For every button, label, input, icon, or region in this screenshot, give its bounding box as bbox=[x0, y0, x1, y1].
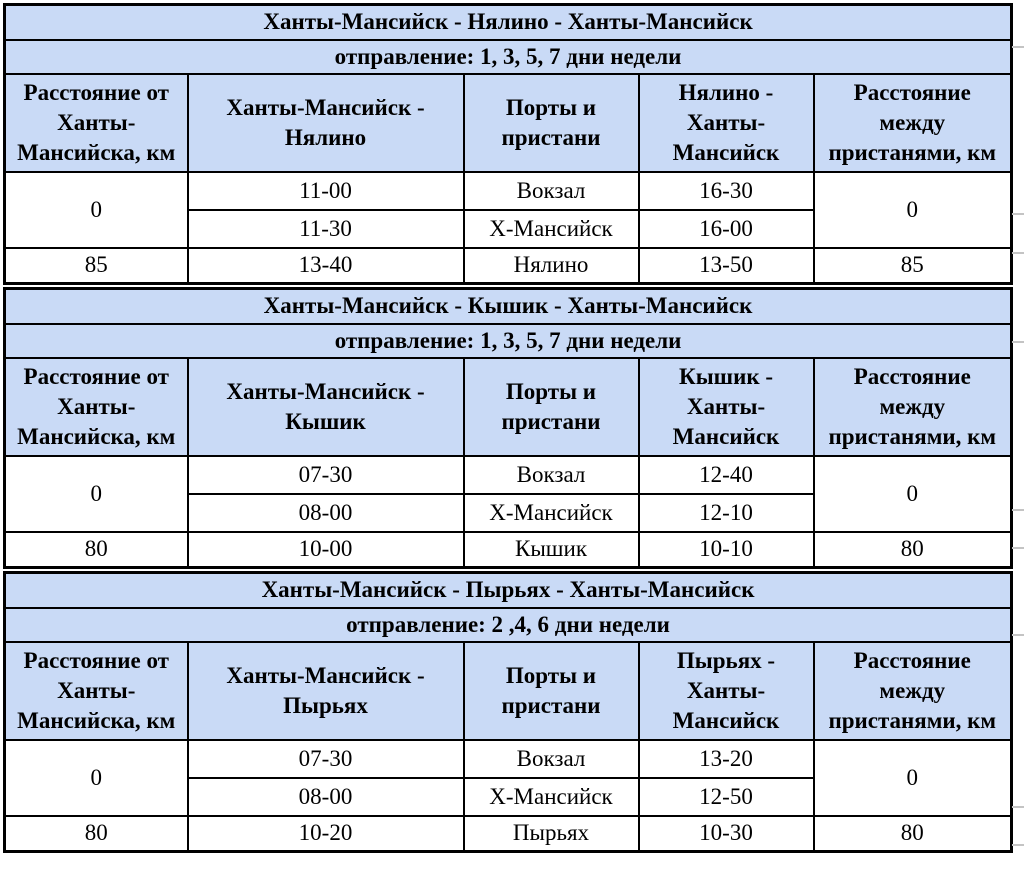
cell-port: Х-Мансийск bbox=[464, 494, 639, 532]
cell-return-time: 12-50 bbox=[639, 778, 814, 816]
cropped-column-border-line bbox=[1012, 252, 1024, 254]
cell-port: Пырьях bbox=[464, 816, 639, 852]
header-distance-from: Расстояние от Ханты-Мансийска, км bbox=[5, 358, 188, 456]
cell-return-time: 16-30 bbox=[639, 172, 814, 210]
table-row bbox=[5, 40, 1012, 74]
cell-distance-from: 85 bbox=[5, 248, 188, 284]
schedule-sheet bbox=[3, 3, 1013, 855]
cell-distance-from: 80 bbox=[5, 816, 188, 852]
cell-return-time: 10-10 bbox=[639, 532, 814, 568]
table-row bbox=[5, 573, 1012, 609]
cell-distance-from: 0 bbox=[5, 740, 188, 816]
cell-depart-time: 08-00 bbox=[188, 778, 464, 816]
header-outbound: Ханты-Мансийск - Кышик bbox=[188, 358, 464, 456]
cell-distance-from: 0 bbox=[5, 456, 188, 532]
cell-depart-time: 11-00 bbox=[188, 172, 464, 210]
header-distance-between: Расстояние между пристанями, км bbox=[814, 74, 1012, 172]
departure-days: отправление: 1, 3, 5, 7 дни недели bbox=[5, 40, 1012, 74]
header-ports: Порты и пристани bbox=[464, 358, 639, 456]
cell-depart-time: 13-40 bbox=[188, 248, 464, 284]
cropped-column-border-line bbox=[1012, 634, 1024, 636]
cell-return-time: 12-40 bbox=[639, 456, 814, 494]
schedule-table-nyalino bbox=[3, 3, 1013, 285]
cell-return-time: 12-10 bbox=[639, 494, 814, 532]
cell-distance-between: 80 bbox=[814, 816, 1012, 852]
table-row bbox=[5, 172, 1012, 210]
cell-depart-time: 07-30 bbox=[188, 740, 464, 778]
table-row bbox=[5, 74, 1012, 172]
cropped-column-border-line bbox=[1012, 844, 1024, 846]
route-title: Ханты-Мансийск - Нялино - Ханты-Мансийск bbox=[5, 5, 1012, 41]
cell-depart-time: 10-20 bbox=[188, 816, 464, 852]
cell-distance-from: 80 bbox=[5, 532, 188, 568]
cropped-column-border-line bbox=[1012, 509, 1024, 511]
cell-distance-between: 85 bbox=[814, 248, 1012, 284]
cropped-column-border-line bbox=[1012, 547, 1024, 549]
cell-depart-time: 11-30 bbox=[188, 210, 464, 248]
cell-depart-time: 08-00 bbox=[188, 494, 464, 532]
cell-distance-between: 0 bbox=[814, 456, 1012, 532]
cell-port: Вокзал bbox=[464, 740, 639, 778]
table-row bbox=[5, 816, 1012, 852]
cropped-column-border-line bbox=[1012, 46, 1024, 48]
cell-port: Вокзал bbox=[464, 456, 639, 494]
table-row bbox=[5, 289, 1012, 325]
departure-days: отправление: 2 ,4, 6 дни недели bbox=[5, 608, 1012, 642]
cell-depart-time: 10-00 bbox=[188, 532, 464, 568]
cell-return-time: 16-00 bbox=[639, 210, 814, 248]
cell-distance-between: 0 bbox=[814, 172, 1012, 248]
cell-port: Х-Мансийск bbox=[464, 778, 639, 816]
cell-distance-between: 0 bbox=[814, 740, 1012, 816]
header-distance-between: Расстояние между пристанями, км bbox=[814, 642, 1012, 740]
header-distance-between: Расстояние между пристанями, км bbox=[814, 358, 1012, 456]
cropped-column-border-line bbox=[1012, 213, 1024, 215]
cell-distance-from: 0 bbox=[5, 172, 188, 248]
header-ports: Порты и пристани bbox=[464, 642, 639, 740]
table-row bbox=[5, 5, 1012, 41]
header-outbound: Ханты-Мансийск - Пырьях bbox=[188, 642, 464, 740]
cell-port: Кышик bbox=[464, 532, 639, 568]
table-row bbox=[5, 642, 1012, 740]
cell-return-time: 13-50 bbox=[639, 248, 814, 284]
schedule-table-pyryakh bbox=[3, 571, 1013, 853]
cropped-column-border-line bbox=[1012, 806, 1024, 808]
header-return: Пырьях - Ханты-Мансийск bbox=[639, 642, 814, 740]
table-row bbox=[5, 608, 1012, 642]
header-return: Нялино - Ханты-Мансийск bbox=[639, 74, 814, 172]
route-title: Ханты-Мансийск - Пырьях - Ханты-Мансийск bbox=[5, 573, 1012, 609]
route-title: Ханты-Мансийск - Кышик - Ханты-Мансийск bbox=[5, 289, 1012, 325]
cell-distance-between: 80 bbox=[814, 532, 1012, 568]
cell-port: Вокзал bbox=[464, 172, 639, 210]
schedule-table-kyshik bbox=[3, 287, 1013, 569]
cell-port: Нялино bbox=[464, 248, 639, 284]
cell-return-time: 13-20 bbox=[639, 740, 814, 778]
table-row bbox=[5, 532, 1012, 568]
table-row bbox=[5, 324, 1012, 358]
table-row bbox=[5, 456, 1012, 494]
header-distance-from: Расстояние от Ханты-Мансийска, км bbox=[5, 74, 188, 172]
cell-depart-time: 07-30 bbox=[188, 456, 464, 494]
table-row bbox=[5, 740, 1012, 778]
table-row bbox=[5, 358, 1012, 456]
header-distance-from: Расстояние от Ханты-Мансийска, км bbox=[5, 642, 188, 740]
cropped-column-border-line bbox=[1012, 341, 1024, 343]
header-outbound: Ханты-Мансийск - Нялино bbox=[188, 74, 464, 172]
table-row bbox=[5, 248, 1012, 284]
departure-days: отправление: 1, 3, 5, 7 дни недели bbox=[5, 324, 1012, 358]
cell-port: Х-Мансийск bbox=[464, 210, 639, 248]
header-ports: Порты и пристани bbox=[464, 74, 639, 172]
cell-return-time: 10-30 bbox=[639, 816, 814, 852]
header-return: Кышик - Ханты-Мансийск bbox=[639, 358, 814, 456]
